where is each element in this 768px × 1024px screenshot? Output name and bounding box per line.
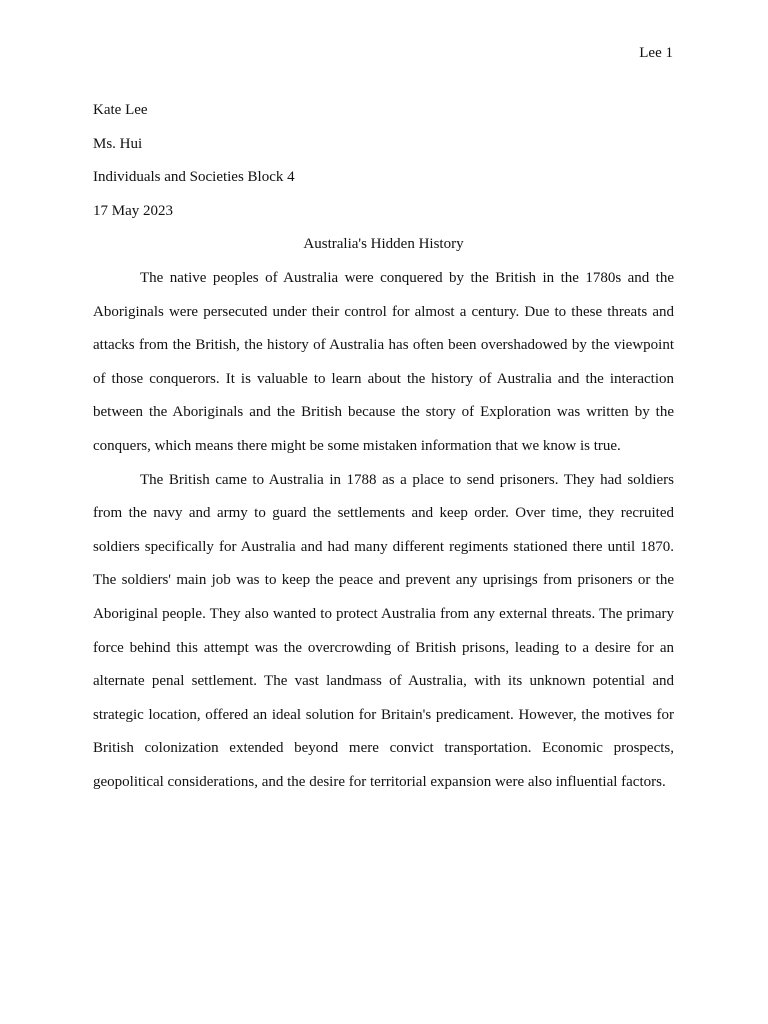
essay-body [93,94,674,799]
page-header-label: Lee 1 [639,45,673,61]
course-name: Individuals and Societies Block 4 [93,169,295,186]
essay-title: Australia's Hidden History [303,236,464,253]
paragraph-2: The British came to Australia in 1788 as a place to send prisoners. They had soldiers from the navy and army to guard the settlements and keep order. Over time, they recruited soldiers specifically for Australia and had many different regiments stationed there until 1870. The soldiers' main job was to keep the peace and prevent any uprisings from prisoners or the Aboriginal people. They also wanted to protect Australia from any external threats. The primary force behind this attempt was the overcrowding of British prisons, leading to a desire for an alternate penal settlement. The vast landmass of Australia, with its unknown potential and strategic location, offered an ideal solution for Britain's predicament. However, the motives for British colonization extended beyond mere convict transportation. Economic prospects, geopolitical considerations, and the desire for territorial expansion were also influential factors. [93,471,674,790]
student-name: Kate Lee [93,102,148,118]
paragraph-1: The native peoples of Australia were conquered by the British in the 1780s and the Aboriginals were persecuted under their control for almost a century. Due to these threats and attacks from the British, the history of Australia has often been overshadowed by the viewpoint of those conquerors. It is valuable to learn about the history of Australia and the interaction between the Aboriginals and the British because the story of Exploration was written by the conquers, which means there might be some mistaken information that we know is true. [93,269,674,454]
essay-date: 17 May 2023 [93,202,173,219]
teacher-name: Ms. Hui [93,135,143,152]
